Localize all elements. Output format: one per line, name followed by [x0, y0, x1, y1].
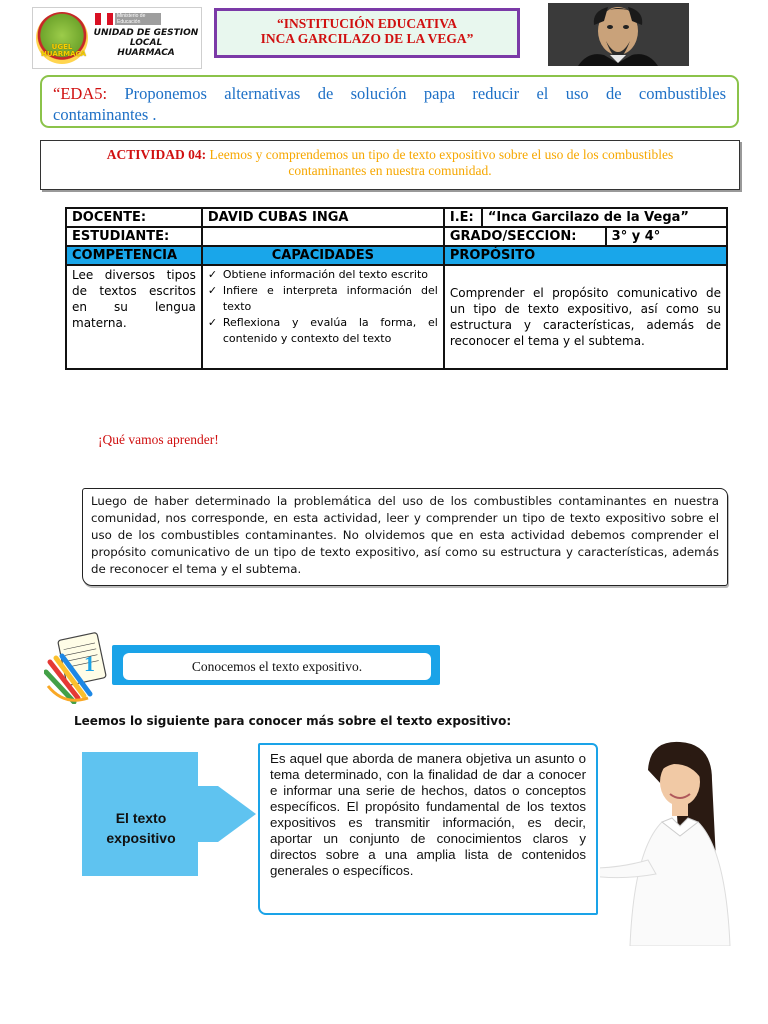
ugel-title [91, 28, 201, 58]
eda-box [40, 75, 739, 128]
concept-label-line1: El texto [115, 810, 167, 826]
actividad-line1 [41, 147, 739, 163]
portrait-image [548, 3, 689, 66]
capacidades-list [208, 267, 438, 347]
concept-label [82, 808, 200, 848]
grado-value: 3° y 4° [606, 227, 727, 246]
capacidad-item: ✓ Infiere e interpreta información del texto [208, 283, 438, 315]
pencils-notebook-icon [44, 632, 116, 704]
ugel-title-line1: UNIDAD DE GESTION [93, 28, 199, 38]
proposito-header: PROPÓSITO [444, 246, 727, 265]
ugel-title-line2: LOCAL [129, 38, 163, 48]
actividad-text-part2: contaminantes en nuestra comunidad. [288, 163, 492, 178]
estudiante-value[interactable] [202, 227, 444, 246]
eda-line1 [53, 83, 726, 104]
capacidades-header: CAPACIDADES [202, 246, 444, 265]
actividad-text-part1: Leemos y comprendemos un tipo de texto expositivo sobre el uso de los combustibles [209, 147, 674, 162]
estudiante-row [66, 227, 727, 246]
ministry-label: Ministerio de Educación [115, 13, 161, 25]
capacidad-item: ✓ Reflexiona y evalúa la forma, el contenido y contexto del texto [208, 315, 438, 347]
estudiante-label: ESTUDIANTE: [66, 227, 202, 246]
content-row [66, 265, 727, 369]
student-girl-illustration [600, 740, 750, 946]
section-title: Conocemos el texto expositivo. [123, 653, 431, 680]
eda-text-line2: contaminantes . [53, 105, 157, 124]
capacidades-cell [202, 265, 444, 369]
capacidad-item: ✓ Obtiene información del texto escrito [208, 267, 438, 283]
docente-label: DOCENTE: [66, 208, 202, 227]
docente-value: DAVID CUBAS INGA [202, 208, 444, 227]
inca-garcilaso-portrait [548, 3, 689, 66]
proposito-cell: Comprender el propósito comunicativo de un tipo de texto expositivo, así como su estructura y características, además de reconocer el tema y el subtema. [444, 265, 727, 369]
school-title-box [214, 8, 520, 58]
leemos-heading: Leemos lo siguiente para conocer más sobre el texto expositivo: [74, 714, 512, 728]
info-table [65, 207, 728, 370]
school-title-line1: “INSTITUCIÓN EDUCATIVA [277, 16, 457, 31]
header-row [66, 246, 727, 265]
ugel-badge-text: UGEL HUARMACA [41, 43, 87, 58]
grado-label: GRADO/SECCION: [444, 227, 606, 246]
concept-label-line2: expositivo [106, 830, 176, 846]
actividad-label: ACTIVIDAD 04: [106, 147, 207, 162]
intro-paragraph: Luego de haber determinado la problemática del uso de los combustibles contaminantes en nuestra comunidad, nos corresponde, en esta actividad, leer y comprender un tipo de texto expositivo sobre el uso de los combustibles contaminantes. No olvidemos que en esta actividad debemos comprender el propósito comunicativo de un tipo de texto expositivo, así como su estructura y características, además de reconocer el tema y el subtema. [82, 488, 728, 586]
ie-value: “Inca Garcilazo de la Vega” [482, 208, 727, 227]
ugel-title-line3: HUARMACA [117, 48, 175, 58]
docente-row [66, 208, 727, 227]
actividad-box [40, 140, 740, 190]
section-number: 1 [84, 651, 95, 676]
competencia-header: COMPETENCIA [66, 246, 202, 265]
ie-label: I.E: [444, 208, 482, 227]
school-title-line2: INCA GARCILAZO DE LA VEGA” [260, 31, 474, 46]
definition-box: Es aquel que aborda de manera objetiva un asunto o tema determinado, con la finalidad de dar a conocer e informar una serie de hechos, datos o conceptos específicos. El propósito fundamental de los textos expositivos es transmitir información, es decir, aportar un conjunto de conocimientos claros y directos sobre a una amplia lista de contenidos generales o específicos. [258, 743, 598, 915]
ugel-logo [32, 7, 202, 69]
competencia-cell: Lee diversos tipos de textos escritos en su lengua materna. [66, 265, 202, 369]
que-vamos-aprender: ¡Qué vamos aprender! [98, 432, 219, 447]
eda-text-line1: Proponemos alternativas de solución papa reducir el uso de combustibles [124, 84, 726, 103]
eda-prefix: “EDA5: [53, 84, 108, 103]
peru-flag-icon [95, 13, 113, 25]
